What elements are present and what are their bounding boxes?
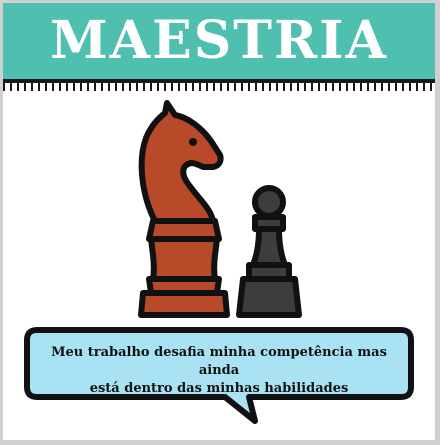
page-title: MAESTRIA — [50, 10, 388, 71]
caption-line-2: está dentro das minhas habilidades — [89, 381, 349, 396]
caption-text — [43, 344, 395, 398]
card — [3, 3, 435, 440]
knight-eye — [189, 138, 197, 146]
knight-icon — [141, 103, 227, 315]
caption-line-1: Meu trabalho desafia minha competência mas ainda — [51, 345, 387, 378]
pawn-icon — [239, 188, 299, 315]
